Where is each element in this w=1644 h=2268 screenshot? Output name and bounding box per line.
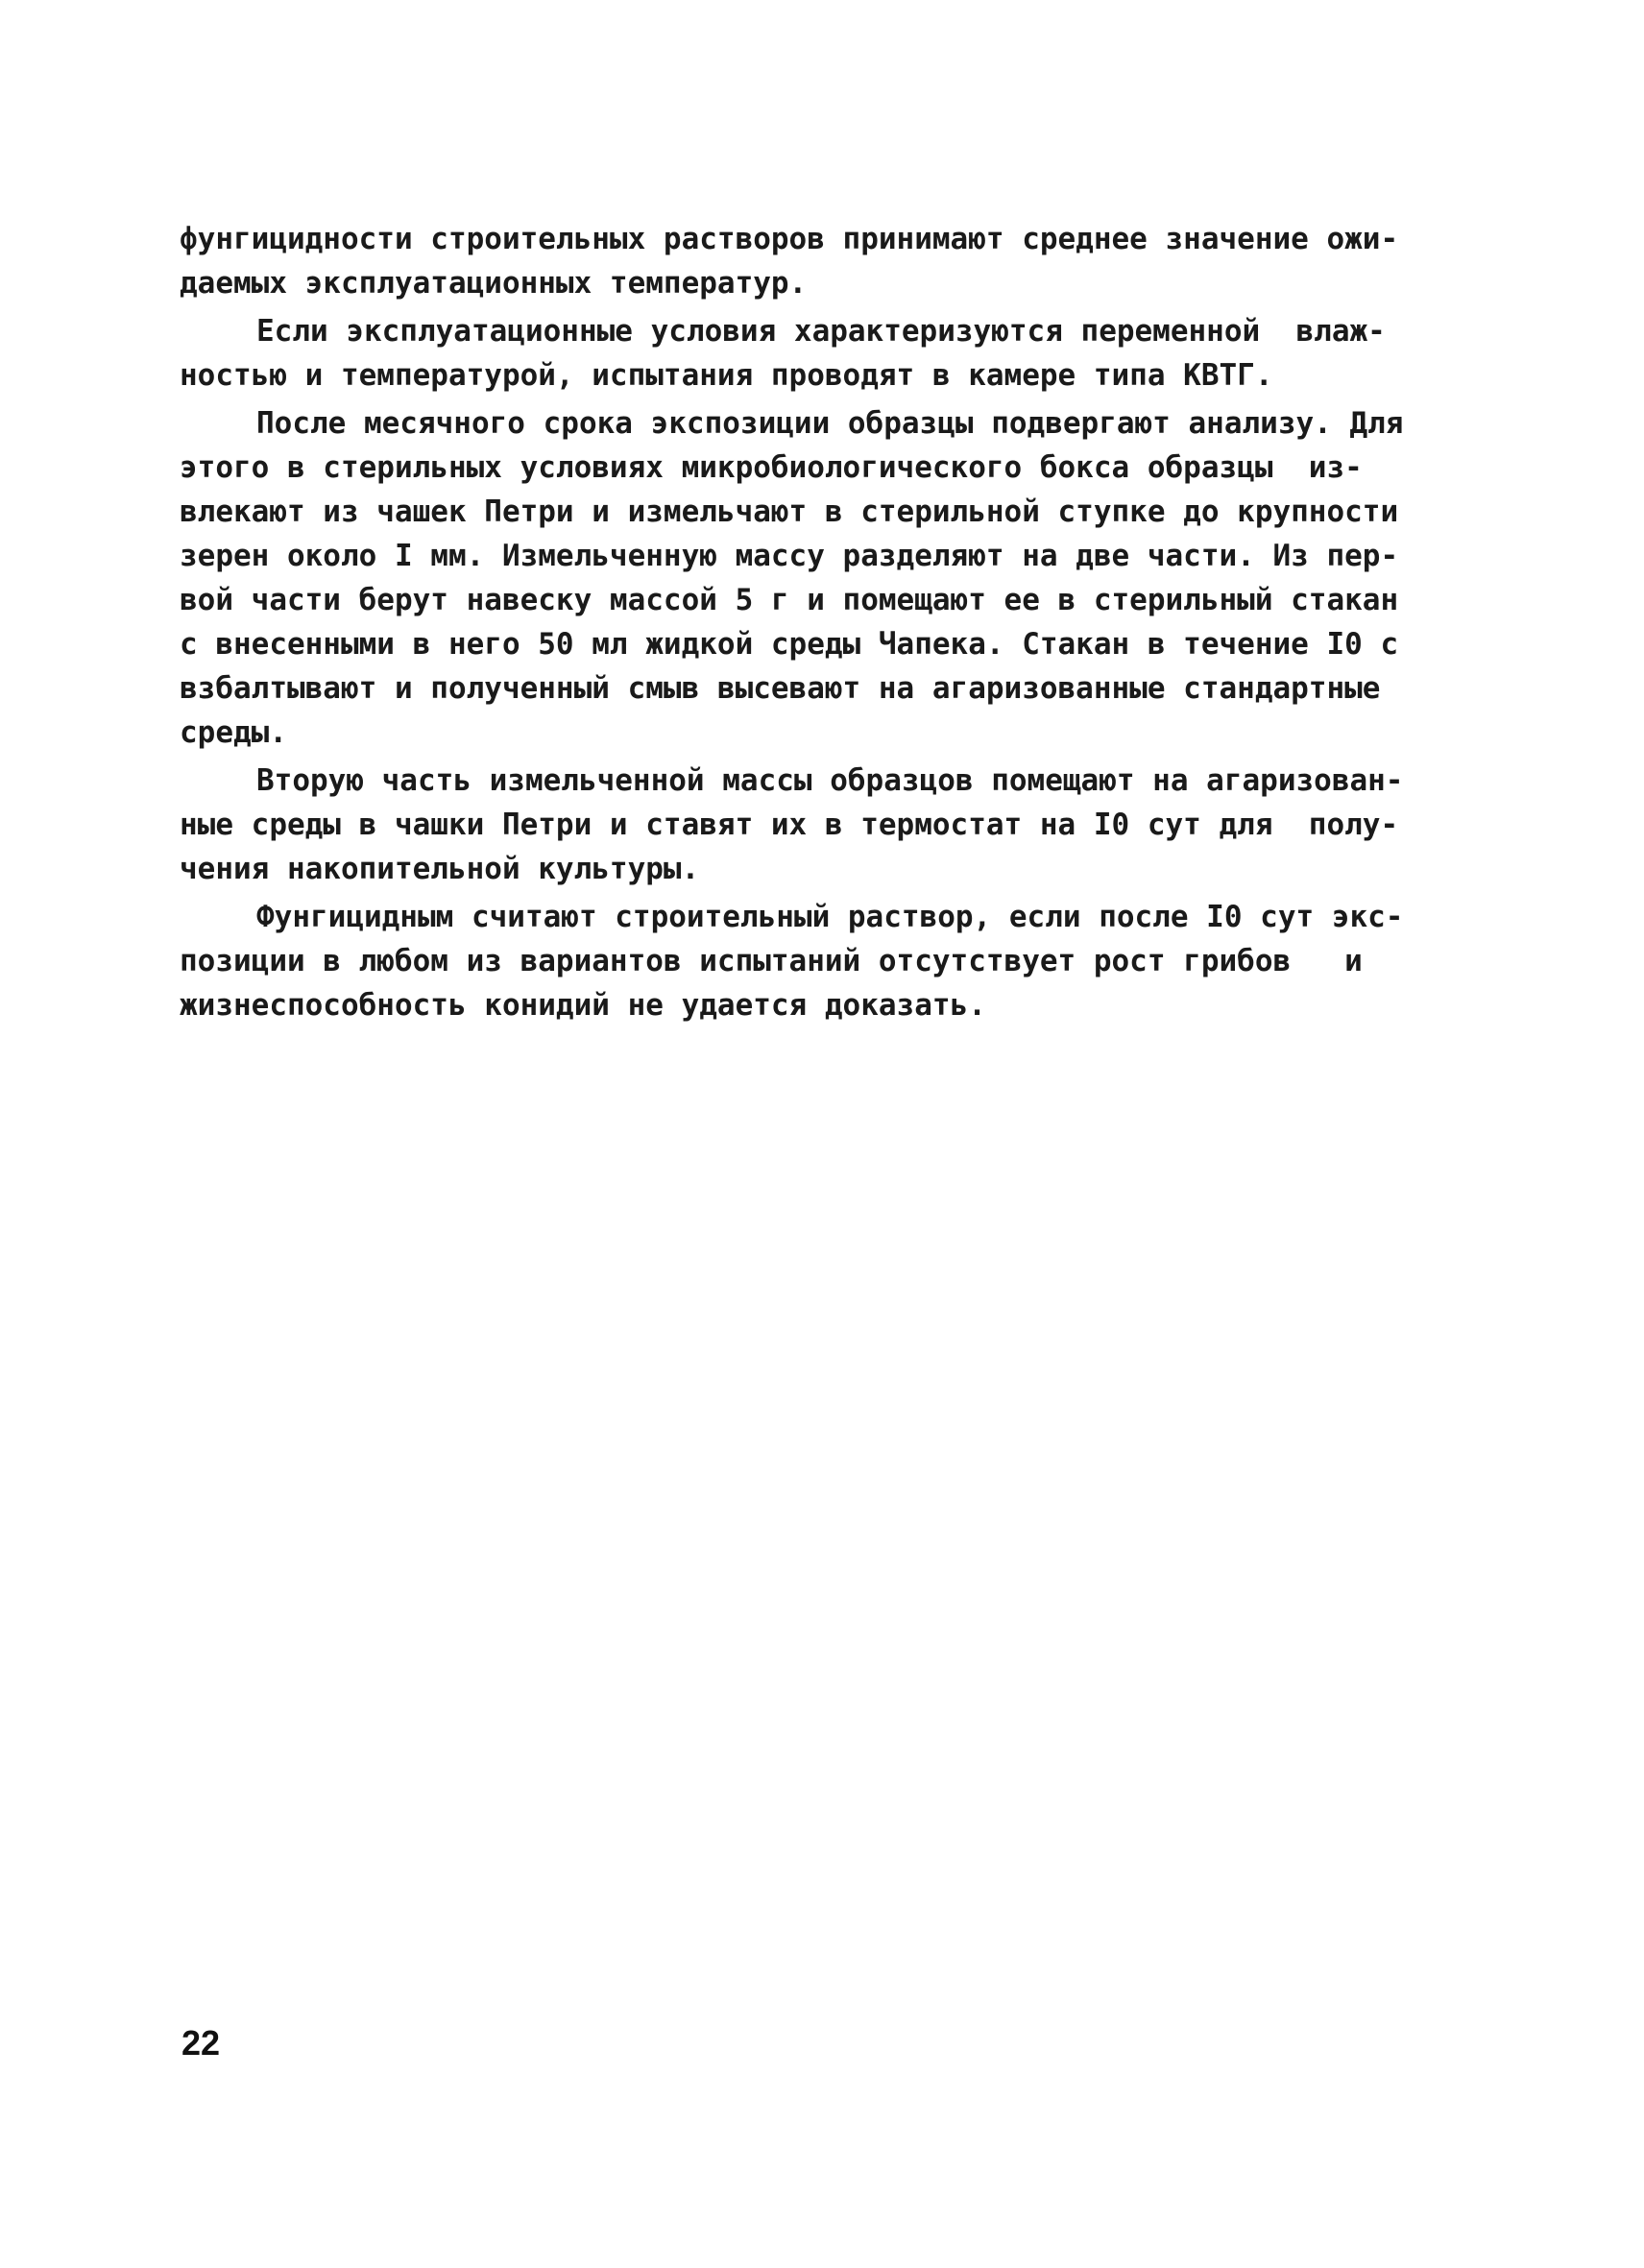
text-line: Если эксплуатационные условия характеризуются переменной влаж- [256, 314, 1386, 349]
document-body [180, 217, 1452, 1027]
paragraph-3 [180, 401, 1452, 755]
text-line: взбалтывают и полученный смыв высевают на агаризованные стандартные [180, 671, 1381, 706]
paragraph-4 [180, 759, 1452, 891]
paragraph-5 [180, 895, 1452, 1027]
text-line: даемых эксплуатационных температур. [180, 266, 808, 301]
text-line: этого в стерильных условиях микробиологического бокса образцы из- [180, 450, 1363, 485]
paragraph-1 [180, 217, 1452, 305]
paragraph-2 [180, 309, 1452, 398]
text-line: ностью и температурой, испытания проводят в камере типа КВТГ. [180, 358, 1273, 393]
text-line: чения накопительной культуры. [180, 852, 700, 886]
text-line: жизнеспособность конидий не удается доказать. [180, 988, 986, 1023]
text-line: влекают из чашек Петри и измельчают в стерильной ступке до крупности [180, 495, 1399, 529]
text-line: Фунгицидным считают строительный раствор, если после I0 сут экс- [256, 900, 1404, 934]
text-line: Вторую часть измельченной массы образцов помещают на агаризован- [256, 763, 1404, 798]
text-line: вой части берут навеску массой 5 г и помещают ее в стерильный стакан [180, 583, 1399, 617]
text-line: с внесенными в него 50 мл жидкой среды Чапека. Стакан в течение I0 с [180, 627, 1399, 662]
text-line: позиции в любом из вариантов испытаний отсутствует рост грибов и [180, 944, 1363, 978]
text-line: фунгицидности строительных растворов принимают среднее значение ожи- [180, 222, 1399, 256]
text-line: зерен около I мм. Измельченную массу разделяют на две части. Из пер- [180, 539, 1399, 573]
page-number: 22 [181, 2023, 221, 2063]
text-line: ные среды в чашки Петри и ставят их в термостат на I0 сут для полу- [180, 808, 1399, 842]
text-line: После месячного срока экспозиции образцы подвергают анализу. Для [256, 406, 1404, 441]
text-line: среды. [180, 715, 287, 750]
